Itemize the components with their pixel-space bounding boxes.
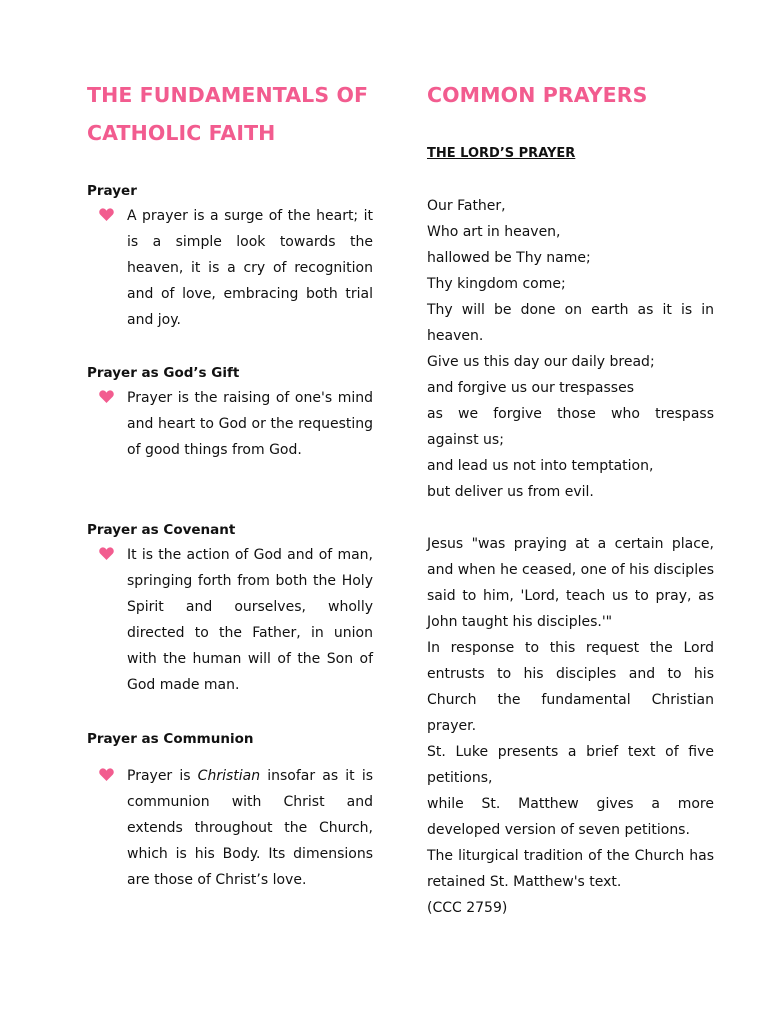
prayer-line: Who art in heaven, [427,224,561,240]
commentary-paragraph: Jesus "was praying at a certain place, and when he ceased, one of his disciples said to him, 'Lord, teach us to pray, as John taught his disciples.'" [427,536,714,630]
left-title-line1: THE FUNDAMENTALS OF [87,83,369,107]
prayer-line: and forgive us our trespasses [427,380,634,396]
prayer-line: hallowed be Thy name; [427,250,591,266]
right-title: COMMON PRAYERS [427,83,648,107]
section-heading: Prayer as God’s Gift [87,365,240,381]
commentary-paragraph: In response to this request the Lord entrusts to his disciples and to his Church the fundamental Christian prayer. [427,640,714,734]
prayer-line: Thy will be done on earth as it is in heaven. [427,302,714,344]
commentary-paragraph: The liturgical tradition of the Church has retained St. Matthew's text. [427,848,714,890]
section-text: Prayer is the raising of one's mind and heart to God or the requesting of good things from God. [127,390,373,458]
commentary-paragraph: while St. Matthew gives a more developed version of seven petitions. [427,796,714,838]
heart-icon [87,385,127,403]
text-italic: Christian [197,768,261,784]
prayer-line: Give us this day our daily bread; [427,354,655,370]
commentary [427,531,714,921]
list-item [87,203,373,333]
section-heading: Prayer [87,183,137,199]
prayer-line: Thy kingdom come; [427,276,566,292]
citation: (CCC 2759) [427,900,508,916]
left-title [87,76,373,152]
heart-icon [87,203,127,221]
text-after: insofar as it is communion with Christ and extends throughout the Church, which is his Body. Its dimensions are those of Christ’s love. [127,768,373,888]
list-item [87,763,373,893]
prayer-line: Our Father, [427,198,506,214]
section-covenant [87,520,373,698]
section-gods-gift [87,363,373,463]
list-item [87,385,373,463]
section-communion [87,729,373,893]
section-prayer [87,181,373,333]
left-title-line2: CATHOLIC FAITH [87,121,276,145]
section-heading: Prayer as Covenant [87,522,236,538]
section-text [127,763,373,893]
prayer-line: but deliver us from evil. [427,484,594,500]
prayer-text [427,193,714,505]
text-before: Prayer is [127,768,198,784]
heart-icon [87,763,127,781]
prayer-line: and lead us not into temptation, [427,458,654,474]
prayer-title: THE LORD’S PRAYER [427,146,576,161]
list-item [87,542,373,698]
prayer-line: as we forgive those who trespass against us; [427,406,714,448]
section-text: A prayer is a surge of the heart; it is a simple look towards the heaven, it is a cry of recognition and of love, embracing both trial and joy. [127,208,373,328]
commentary-paragraph: St. Luke presents a brief text of five petitions, [427,744,714,786]
section-text: It is the action of God and of man, springing forth from both the Holy Spirit and ourselves, wholly directed to the Father, in union with the human will of the Son of God made man. [127,547,373,693]
heart-icon [87,542,127,560]
section-heading: Prayer as Communion [87,731,254,747]
